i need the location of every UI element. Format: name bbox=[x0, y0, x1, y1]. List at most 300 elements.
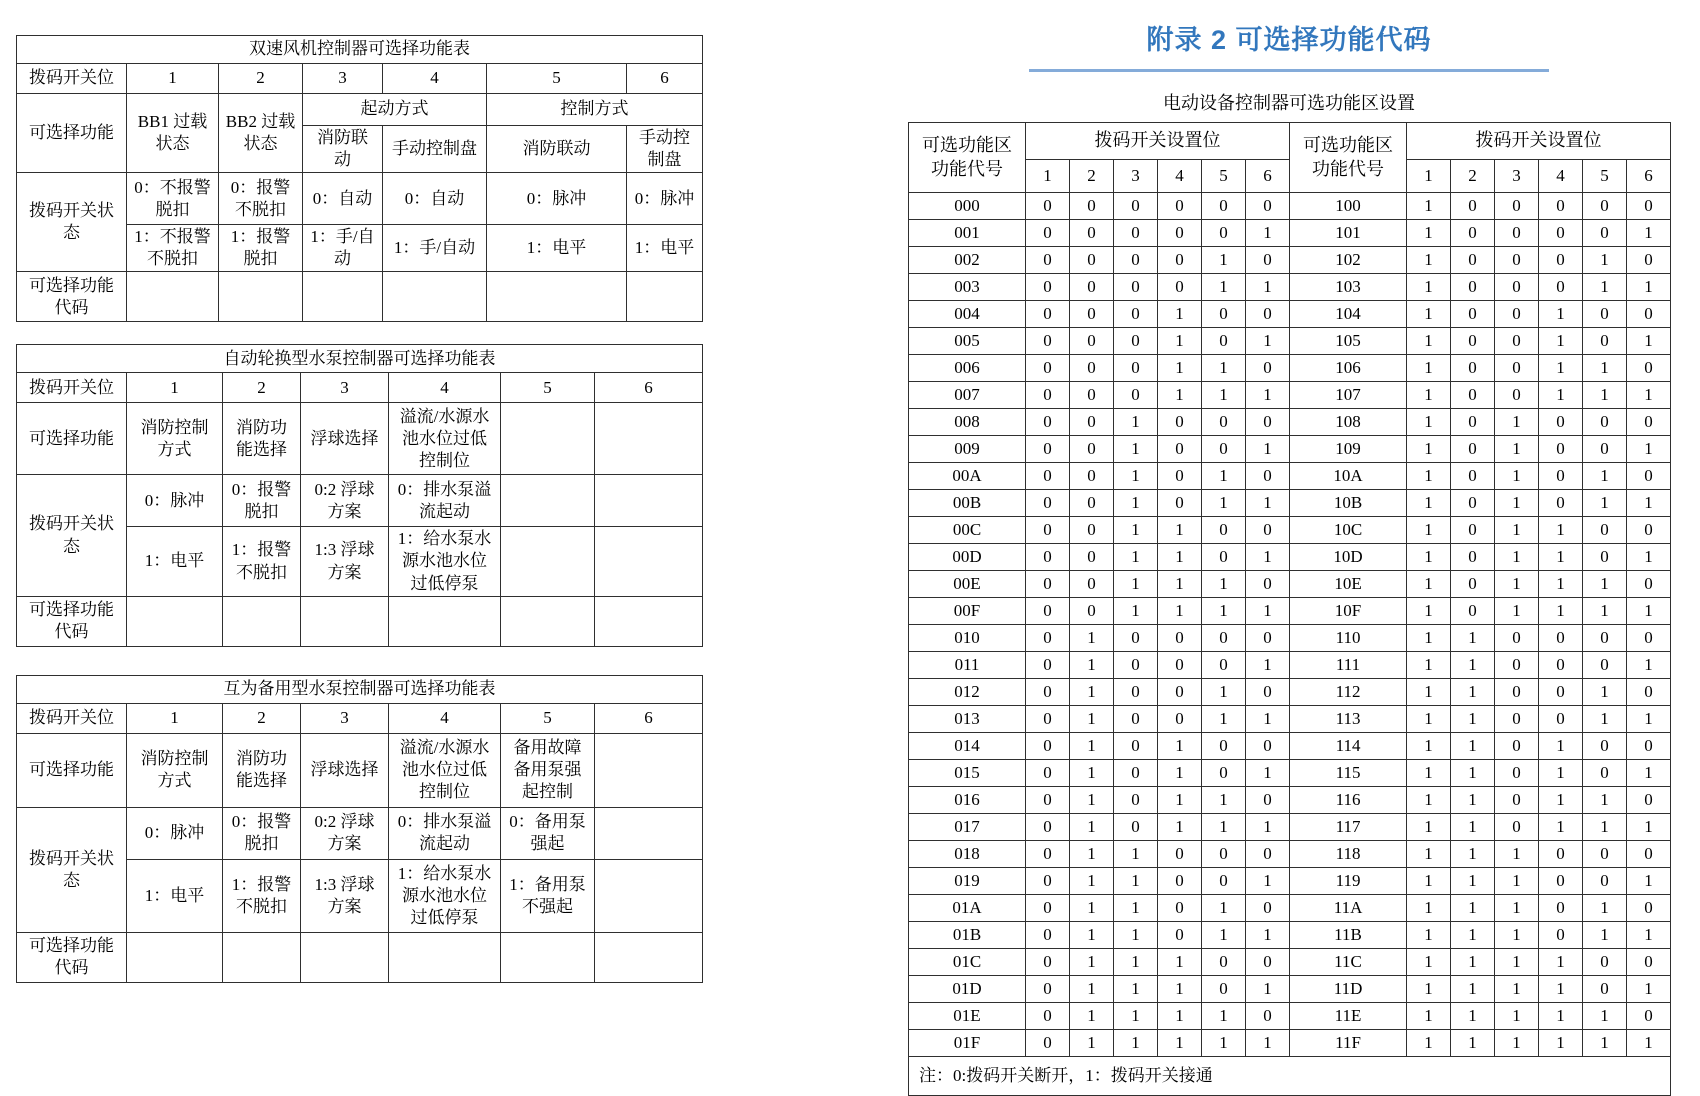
state-cell: 1：备用泵不强起 bbox=[501, 859, 595, 932]
dip-bit-cell: 0 bbox=[1202, 949, 1246, 976]
dip-bit-cell: 1 bbox=[1407, 328, 1451, 355]
dip-bit-cell: 1 bbox=[1158, 1003, 1202, 1030]
dip-bit-cell: 1 bbox=[1202, 922, 1246, 949]
dip-bit-cell: 0 bbox=[1246, 571, 1290, 598]
dip-bit-cell: 1 bbox=[1407, 463, 1451, 490]
code-row-label: 可选择功能代码 bbox=[17, 272, 127, 322]
dip-bit-cell: 0 bbox=[1627, 841, 1671, 868]
dip-bit-cell: 1 bbox=[1451, 976, 1495, 1003]
code-table-row bbox=[909, 490, 1671, 517]
dip-bit-cell: 0 bbox=[1202, 220, 1246, 247]
dip-bit-cell: 1 bbox=[1627, 598, 1671, 625]
dip-bit-cell: 1 bbox=[1627, 976, 1671, 1003]
dip-bit-cell: 0 bbox=[1451, 247, 1495, 274]
code-table-row bbox=[909, 841, 1671, 868]
dip-bit-cell: 0 bbox=[1114, 274, 1158, 301]
dip-bit-cell: 1 bbox=[1158, 733, 1202, 760]
dip-bit-cell: 0 bbox=[1202, 976, 1246, 1003]
dip-bit-cell: 1 bbox=[1583, 787, 1627, 814]
dip-bit-cell: 1 bbox=[1539, 328, 1583, 355]
dip-bit-cell: 0 bbox=[1451, 517, 1495, 544]
code-table-row bbox=[909, 814, 1671, 841]
function-code-cell: 10E bbox=[1290, 571, 1407, 598]
function-code-cell: 105 bbox=[1290, 328, 1407, 355]
function-code-cell: 11B bbox=[1290, 922, 1407, 949]
function-cell: 溢流/水源水池水位过低控制位 bbox=[389, 733, 501, 807]
dip-position-row-label: 拨码开关位 bbox=[17, 64, 127, 94]
dip-bit-cell: 1 bbox=[1202, 895, 1246, 922]
dip-bit-cell: 0 bbox=[1114, 382, 1158, 409]
function-code-cell: 11A bbox=[1290, 895, 1407, 922]
dip-bit-cell: 1 bbox=[1539, 733, 1583, 760]
state-cell: 1：电平 bbox=[627, 225, 703, 272]
dip-bit-cell: 1 bbox=[1539, 1030, 1583, 1057]
empty-code-cell bbox=[303, 272, 383, 322]
function-cell: BB1 过载状态 bbox=[127, 94, 219, 173]
code-row-label: 可选择功能代码 bbox=[17, 932, 127, 982]
dip-bit-cell: 1 bbox=[1407, 355, 1451, 382]
dip-position: 2 bbox=[223, 703, 301, 733]
dip-bit-cell: 0 bbox=[1246, 895, 1290, 922]
state-cell: 0：脉冲 bbox=[487, 173, 627, 225]
state-cell: 0：报警不脱扣 bbox=[219, 173, 303, 225]
dip-bit-cell: 1 bbox=[1407, 301, 1451, 328]
bit-header: 5 bbox=[1202, 160, 1246, 193]
function-code-cell: 005 bbox=[909, 328, 1026, 355]
dip-bit-cell: 0 bbox=[1627, 355, 1671, 382]
dip-position-row-label: 拨码开关位 bbox=[17, 373, 127, 403]
function-code-cell: 116 bbox=[1290, 787, 1407, 814]
function-row-label: 可选择功能 bbox=[17, 94, 127, 173]
dip-bit-cell: 1 bbox=[1158, 355, 1202, 382]
state-cell: 0：排水泵溢流起动 bbox=[389, 475, 501, 527]
dip-bit-cell: 0 bbox=[1583, 841, 1627, 868]
dip-bit-cell: 0 bbox=[1114, 247, 1158, 274]
dip-bit-cell: 0 bbox=[1583, 733, 1627, 760]
dip-position: 3 bbox=[303, 64, 383, 94]
function-code-cell: 11F bbox=[1290, 1030, 1407, 1057]
dip-bit-cell: 1 bbox=[1114, 544, 1158, 571]
function-code-cell: 107 bbox=[1290, 382, 1407, 409]
rotate-table-title: 自动轮换型水泵控制器可选择功能表 bbox=[17, 345, 703, 373]
dip-bit-cell: 1 bbox=[1407, 895, 1451, 922]
dip-bit-cell: 1 bbox=[1070, 895, 1114, 922]
dip-bit-cell: 0 bbox=[1158, 220, 1202, 247]
function-code-cell: 100 bbox=[1290, 193, 1407, 220]
dip-bit-cell: 0 bbox=[1246, 517, 1290, 544]
dip-bit-cell: 1 bbox=[1407, 436, 1451, 463]
code-column-header: 可选功能区功能代号 bbox=[1290, 123, 1407, 193]
code-table-row bbox=[909, 733, 1671, 760]
dip-bit-cell: 0 bbox=[1495, 274, 1539, 301]
dip-bit-cell: 1 bbox=[1583, 922, 1627, 949]
dip-bit-cell: 1 bbox=[1451, 625, 1495, 652]
dip-bit-cell: 0 bbox=[1246, 301, 1290, 328]
function-code-cell: 017 bbox=[909, 814, 1026, 841]
dip-bit-cell: 1 bbox=[1246, 814, 1290, 841]
dip-position: 5 bbox=[487, 64, 627, 94]
dip-bit-cell: 0 bbox=[1583, 625, 1627, 652]
dip-bit-cell: 0 bbox=[1495, 328, 1539, 355]
dip-bit-cell: 1 bbox=[1202, 814, 1246, 841]
dip-bit-cell: 0 bbox=[1246, 787, 1290, 814]
dip-bit-cell: 0 bbox=[1451, 220, 1495, 247]
dip-bit-cell: 0 bbox=[1114, 301, 1158, 328]
dip-bit-cell: 0 bbox=[1026, 625, 1070, 652]
state-cell: 0：报警脱扣 bbox=[223, 475, 301, 527]
dip-bit-cell: 1 bbox=[1158, 760, 1202, 787]
dip-bit-cell: 1 bbox=[1070, 625, 1114, 652]
dip-bit-cell: 1 bbox=[1246, 328, 1290, 355]
dip-bit-cell: 0 bbox=[1539, 220, 1583, 247]
state-cell: 0：备用泵强起 bbox=[501, 807, 595, 859]
dip-bit-cell: 1 bbox=[1407, 1003, 1451, 1030]
dip-bit-cell: 0 bbox=[1070, 328, 1114, 355]
dip-bit-cell: 1 bbox=[1495, 436, 1539, 463]
dip-bit-cell: 0 bbox=[1451, 328, 1495, 355]
dip-bit-cell: 1 bbox=[1114, 436, 1158, 463]
function-code-cell: 00A bbox=[909, 463, 1026, 490]
dip-bit-cell: 1 bbox=[1202, 1030, 1246, 1057]
function-code-cell: 101 bbox=[1290, 220, 1407, 247]
code-table-row bbox=[909, 679, 1671, 706]
dip-bit-cell: 1 bbox=[1495, 922, 1539, 949]
state-cell: 1：给水泵水源水池水位过低停泵 bbox=[389, 527, 501, 596]
dip-bit-cell: 0 bbox=[1583, 544, 1627, 571]
dip-bit-cell: 1 bbox=[1583, 274, 1627, 301]
empty-code-cell bbox=[127, 932, 223, 982]
code-table-row bbox=[909, 301, 1671, 328]
dip-bit-cell: 1 bbox=[1407, 760, 1451, 787]
dip-bit-cell: 0 bbox=[1539, 652, 1583, 679]
dip-bit-cell: 1 bbox=[1158, 571, 1202, 598]
dip-bit-cell: 0 bbox=[1495, 760, 1539, 787]
dip-bit-cell: 1 bbox=[1583, 382, 1627, 409]
dip-bit-cell: 0 bbox=[1495, 247, 1539, 274]
dip-bit-cell: 1 bbox=[1495, 571, 1539, 598]
function-code-cell: 103 bbox=[1290, 274, 1407, 301]
dip-position: 2 bbox=[219, 64, 303, 94]
state-cell: 1：手/自动 bbox=[383, 225, 487, 272]
state-cell bbox=[501, 475, 595, 527]
dip-bit-cell: 1 bbox=[1451, 814, 1495, 841]
dip-position: 3 bbox=[301, 373, 389, 403]
dip-position: 1 bbox=[127, 64, 219, 94]
dip-bit-cell: 0 bbox=[1583, 328, 1627, 355]
function-code-cell: 00E bbox=[909, 571, 1026, 598]
dip-bit-cell: 1 bbox=[1627, 706, 1671, 733]
bit-header: 3 bbox=[1495, 160, 1539, 193]
dip-bit-cell: 1 bbox=[1583, 1003, 1627, 1030]
dip-bit-cell: 0 bbox=[1627, 1003, 1671, 1030]
code-table-row bbox=[909, 571, 1671, 598]
dip-bit-cell: 1 bbox=[1539, 949, 1583, 976]
dip-bit-cell: 0 bbox=[1026, 517, 1070, 544]
code-table-row bbox=[909, 328, 1671, 355]
empty-code-cell bbox=[219, 272, 303, 322]
state-row-label: 拨码开关状态 bbox=[17, 807, 127, 932]
dip-bit-cell: 0 bbox=[1158, 409, 1202, 436]
dip-bit-cell: 1 bbox=[1070, 949, 1114, 976]
function-code-cell: 10B bbox=[1290, 490, 1407, 517]
dip-bit-cell: 0 bbox=[1451, 463, 1495, 490]
dip-bit-cell: 0 bbox=[1246, 733, 1290, 760]
empty-code-cell bbox=[223, 932, 301, 982]
dip-bit-cell: 0 bbox=[1451, 436, 1495, 463]
dip-bit-cell: 0 bbox=[1202, 652, 1246, 679]
dip-bit-cell: 0 bbox=[1202, 841, 1246, 868]
dip-bit-cell: 0 bbox=[1026, 247, 1070, 274]
function-code-cell: 013 bbox=[909, 706, 1026, 733]
dip-bit-cell: 0 bbox=[1158, 922, 1202, 949]
state-cell: 1：电平 bbox=[127, 527, 223, 596]
function-code-cell: 11E bbox=[1290, 1003, 1407, 1030]
dip-bit-cell: 1 bbox=[1539, 760, 1583, 787]
dip-bit-cell: 0 bbox=[1539, 922, 1583, 949]
dip-bit-cell: 0 bbox=[1495, 706, 1539, 733]
function-code-cell: 011 bbox=[909, 652, 1026, 679]
dip-bit-cell: 1 bbox=[1202, 382, 1246, 409]
function-code-cell: 109 bbox=[1290, 436, 1407, 463]
dip-bit-cell: 0 bbox=[1026, 1003, 1070, 1030]
dip-bit-cell: 0 bbox=[1583, 949, 1627, 976]
dip-bit-cell: 1 bbox=[1451, 706, 1495, 733]
dip-bit-cell: 0 bbox=[1114, 733, 1158, 760]
dip-bit-cell: 1 bbox=[1070, 841, 1114, 868]
dip-bit-cell: 0 bbox=[1202, 409, 1246, 436]
dip-bit-cell: 0 bbox=[1026, 895, 1070, 922]
dip-bit-cell: 0 bbox=[1495, 355, 1539, 382]
code-table-note: 注：0:拨码开关断开，1：拨码开关接通 bbox=[909, 1057, 1671, 1096]
state-cell: 1：手/自动 bbox=[303, 225, 383, 272]
dip-bit-cell: 1 bbox=[1627, 760, 1671, 787]
dip-bit-cell: 1 bbox=[1495, 868, 1539, 895]
function-cell: 消防控制方式 bbox=[127, 403, 223, 475]
dip-bit-cell: 1 bbox=[1202, 571, 1246, 598]
dip-bit-cell: 1 bbox=[1627, 490, 1671, 517]
bit-header: 5 bbox=[1583, 160, 1627, 193]
dip-bit-cell: 1 bbox=[1495, 598, 1539, 625]
dip-bit-cell: 1 bbox=[1202, 706, 1246, 733]
dip-bit-cell: 1 bbox=[1627, 652, 1671, 679]
dip-bit-cell: 0 bbox=[1070, 598, 1114, 625]
dip-bit-cell: 0 bbox=[1495, 652, 1539, 679]
dip-bit-cell: 1 bbox=[1495, 895, 1539, 922]
dip-bit-cell: 0 bbox=[1158, 868, 1202, 895]
dip-bit-cell: 0 bbox=[1026, 571, 1070, 598]
dip-bit-cell: 1 bbox=[1070, 1030, 1114, 1057]
dip-bit-cell: 1 bbox=[1407, 382, 1451, 409]
dip-bit-cell: 0 bbox=[1583, 517, 1627, 544]
dip-bit-cell: 1 bbox=[1246, 274, 1290, 301]
state-cell bbox=[595, 527, 703, 596]
empty-code-cell bbox=[389, 932, 501, 982]
state-cell: 1:3 浮球方案 bbox=[301, 859, 389, 932]
dip-bit-cell: 0 bbox=[1158, 706, 1202, 733]
bit-header: 6 bbox=[1627, 160, 1671, 193]
dip-bit-cell: 1 bbox=[1246, 1030, 1290, 1057]
dip-bit-cell: 1 bbox=[1627, 868, 1671, 895]
dip-bit-cell: 1 bbox=[1407, 787, 1451, 814]
function-code-cell: 01C bbox=[909, 949, 1026, 976]
dip-bit-cell: 1 bbox=[1246, 976, 1290, 1003]
dip-bit-cell: 1 bbox=[1451, 1003, 1495, 1030]
function-code-cell: 004 bbox=[909, 301, 1026, 328]
dip-bit-cell: 1 bbox=[1114, 571, 1158, 598]
dip-bit-cell: 0 bbox=[1114, 706, 1158, 733]
empty-code-cell bbox=[223, 596, 301, 646]
dip-bit-cell: 1 bbox=[1202, 1003, 1246, 1030]
dip-bit-cell: 0 bbox=[1158, 841, 1202, 868]
dip-bit-cell: 0 bbox=[1539, 625, 1583, 652]
dip-bit-cell: 0 bbox=[1246, 193, 1290, 220]
dip-bit-cell: 0 bbox=[1539, 409, 1583, 436]
dip-bit-cell: 0 bbox=[1495, 220, 1539, 247]
function-cell: 浮球选择 bbox=[301, 403, 389, 475]
bit-header: 2 bbox=[1451, 160, 1495, 193]
state-cell: 0：脉冲 bbox=[627, 173, 703, 225]
function-code-cell: 106 bbox=[1290, 355, 1407, 382]
dip-bit-cell: 0 bbox=[1202, 544, 1246, 571]
code-table-row bbox=[909, 787, 1671, 814]
dip-bit-cell: 0 bbox=[1114, 679, 1158, 706]
dip-bit-cell: 1 bbox=[1114, 868, 1158, 895]
dip-bit-cell: 0 bbox=[1451, 490, 1495, 517]
dip-bit-cell: 1 bbox=[1495, 976, 1539, 1003]
dip-bit-cell: 0 bbox=[1158, 490, 1202, 517]
dip-bit-cell: 0 bbox=[1451, 355, 1495, 382]
state-cell: 0：不报警脱扣 bbox=[127, 173, 219, 225]
function-code-cell: 111 bbox=[1290, 652, 1407, 679]
dip-bit-cell: 1 bbox=[1627, 382, 1671, 409]
dip-bit-cell: 0 bbox=[1202, 517, 1246, 544]
function-cell: 手动控制盘 bbox=[383, 126, 487, 173]
dip-bit-cell: 0 bbox=[1451, 301, 1495, 328]
function-cell: 消防功能选择 bbox=[223, 403, 301, 475]
dip-bit-cell: 0 bbox=[1114, 193, 1158, 220]
state-cell bbox=[595, 807, 703, 859]
code-table-row bbox=[909, 598, 1671, 625]
dip-bit-cell: 0 bbox=[1495, 301, 1539, 328]
function-code-cell: 11C bbox=[1290, 949, 1407, 976]
dip-bit-cell: 0 bbox=[1539, 436, 1583, 463]
function-code-cell: 118 bbox=[1290, 841, 1407, 868]
dip-bit-cell: 1 bbox=[1070, 787, 1114, 814]
dip-bit-cell: 0 bbox=[1026, 598, 1070, 625]
dip-bit-cell: 1 bbox=[1451, 760, 1495, 787]
function-code-cell: 112 bbox=[1290, 679, 1407, 706]
dip-bit-cell: 0 bbox=[1539, 247, 1583, 274]
dip-bit-cell: 1 bbox=[1158, 598, 1202, 625]
function-code-cell: 10A bbox=[1290, 463, 1407, 490]
empty-code-cell bbox=[595, 932, 703, 982]
bit-header: 2 bbox=[1070, 160, 1114, 193]
dip-bit-cell: 0 bbox=[1026, 652, 1070, 679]
dip-bit-cell: 1 bbox=[1407, 598, 1451, 625]
dip-bit-cell: 0 bbox=[1070, 301, 1114, 328]
dip-bit-cell: 0 bbox=[1539, 895, 1583, 922]
function-code-cell: 117 bbox=[1290, 814, 1407, 841]
state-cell: 0:2 浮球方案 bbox=[301, 807, 389, 859]
dip-bit-cell: 1 bbox=[1114, 1030, 1158, 1057]
dip-bit-cell: 0 bbox=[1026, 733, 1070, 760]
state-cell bbox=[501, 527, 595, 596]
dip-bit-cell: 1 bbox=[1451, 733, 1495, 760]
function-code-cell: 01F bbox=[909, 1030, 1026, 1057]
dip-bit-cell: 0 bbox=[1583, 760, 1627, 787]
empty-code-cell bbox=[501, 932, 595, 982]
dip-bit-cell: 0 bbox=[1627, 787, 1671, 814]
empty-code-cell bbox=[127, 596, 223, 646]
dip-bit-cell: 1 bbox=[1114, 463, 1158, 490]
dip-bit-cell: 0 bbox=[1158, 436, 1202, 463]
dip-bit-cell: 0 bbox=[1026, 463, 1070, 490]
function-code-cell: 104 bbox=[1290, 301, 1407, 328]
dip-bit-cell: 0 bbox=[1026, 382, 1070, 409]
dip-bit-cell: 0 bbox=[1026, 760, 1070, 787]
dip-bit-cell: 1 bbox=[1114, 1003, 1158, 1030]
dip-bit-cell: 0 bbox=[1026, 1030, 1070, 1057]
dip-bit-cell: 0 bbox=[1539, 868, 1583, 895]
dip-bit-cell: 1 bbox=[1202, 355, 1246, 382]
dip-bit-cell: 1 bbox=[1070, 760, 1114, 787]
dip-bit-cell: 1 bbox=[1246, 220, 1290, 247]
dip-bit-cell: 0 bbox=[1495, 679, 1539, 706]
function-group-start: 起动方式 bbox=[303, 94, 487, 126]
function-row-label: 可选择功能 bbox=[17, 733, 127, 807]
dip-bit-cell: 1 bbox=[1158, 949, 1202, 976]
function-code-cell: 01A bbox=[909, 895, 1026, 922]
dip-bit-cell: 0 bbox=[1539, 193, 1583, 220]
dip-position: 5 bbox=[501, 703, 595, 733]
dip-bit-cell: 1 bbox=[1158, 1030, 1202, 1057]
state-cell: 1：不报警不脱扣 bbox=[127, 225, 219, 272]
state-row-label: 拨码开关状态 bbox=[17, 173, 127, 272]
dip-bit-cell: 1 bbox=[1583, 490, 1627, 517]
dip-bit-cell: 0 bbox=[1114, 814, 1158, 841]
dip-bit-cell: 1 bbox=[1583, 895, 1627, 922]
code-table-row bbox=[909, 355, 1671, 382]
dip-bit-cell: 0 bbox=[1495, 193, 1539, 220]
dip-bit-cell: 0 bbox=[1627, 301, 1671, 328]
dip-bit-cell: 0 bbox=[1627, 949, 1671, 976]
appendix-column bbox=[908, 12, 1670, 1096]
function-code-cell: 010 bbox=[909, 625, 1026, 652]
function-cell: 消防联动 bbox=[487, 126, 627, 173]
function-code-cell: 01E bbox=[909, 1003, 1026, 1030]
code-table-row bbox=[909, 1030, 1671, 1057]
dip-bit-cell: 1 bbox=[1114, 409, 1158, 436]
dip-bit-cell: 1 bbox=[1539, 382, 1583, 409]
dip-group-header: 拨码开关设置位 bbox=[1026, 123, 1290, 160]
code-table-row bbox=[909, 976, 1671, 1003]
dip-bit-cell: 0 bbox=[1246, 679, 1290, 706]
dip-bit-cell: 1 bbox=[1114, 976, 1158, 1003]
dip-position: 6 bbox=[595, 703, 703, 733]
dip-bit-cell: 1 bbox=[1451, 1030, 1495, 1057]
dip-bit-cell: 1 bbox=[1246, 706, 1290, 733]
dip-bit-cell: 0 bbox=[1070, 274, 1114, 301]
dip-bit-cell: 1 bbox=[1407, 247, 1451, 274]
dip-bit-cell: 1 bbox=[1070, 814, 1114, 841]
function-code-cell: 11D bbox=[1290, 976, 1407, 1003]
dip-bit-cell: 0 bbox=[1202, 193, 1246, 220]
bit-header: 3 bbox=[1114, 160, 1158, 193]
dip-bit-cell: 0 bbox=[1158, 274, 1202, 301]
dip-position: 6 bbox=[595, 373, 703, 403]
function-code-cell: 00B bbox=[909, 490, 1026, 517]
state-cell: 1：报警脱扣 bbox=[219, 225, 303, 272]
